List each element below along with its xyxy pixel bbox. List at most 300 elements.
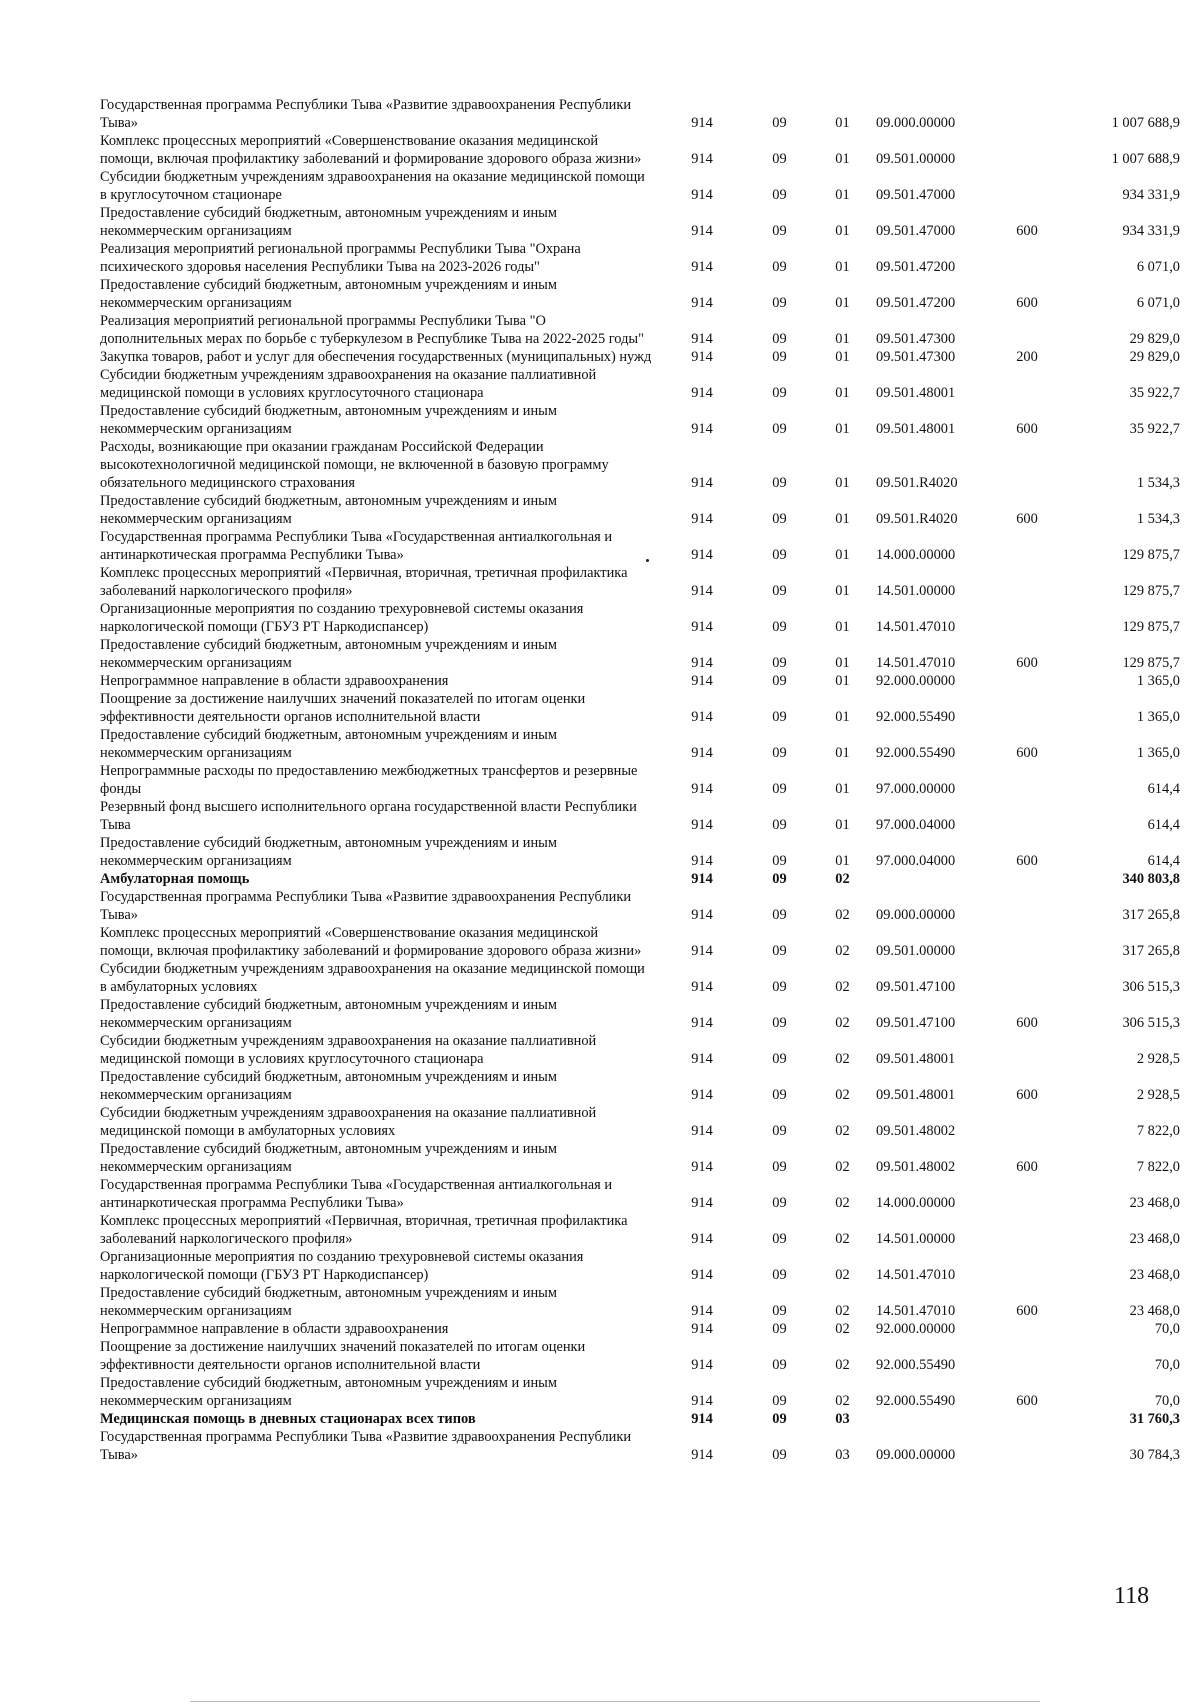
- row-subsection-code: 02: [835, 1051, 850, 1067]
- row-grbs-code: 914: [691, 187, 713, 203]
- row-subsection-code: 02: [835, 1159, 850, 1175]
- row-expense-type-code: [994, 96, 1060, 132]
- row-section-code: 09: [772, 295, 787, 311]
- row-grbs-code: 914: [691, 871, 713, 887]
- table-section-row: [100, 870, 1180, 888]
- row-expense-type-code: 600: [1016, 1159, 1038, 1175]
- row-amount: 1 365,0: [1136, 673, 1180, 689]
- table-row: [100, 204, 1180, 240]
- table-row: [100, 1284, 1180, 1320]
- row-target-code: 09.501.47200: [876, 259, 956, 275]
- table-row: [100, 1176, 1180, 1212]
- row-section-code: 09: [772, 709, 787, 725]
- table-row: [100, 762, 1180, 798]
- row-subsection-code: 02: [835, 1267, 850, 1283]
- row-amount: 129 875,7: [1122, 619, 1180, 635]
- row-target-code: 09.501.47100: [876, 979, 956, 995]
- row-target-code: 14.501.47010: [876, 1267, 956, 1283]
- row-section-code: 09: [772, 745, 787, 761]
- row-subsection-code: 03: [835, 1411, 850, 1427]
- row-subsection-code: 02: [835, 943, 850, 959]
- row-name: Государственная программа Республики Тыва «Государственная антиалкогольная и антинаркотическая программа Республики Тыва»: [100, 529, 613, 563]
- budget-table-body: [100, 96, 1180, 1464]
- row-section-code: 09: [772, 151, 787, 167]
- row-expense-type-code: [994, 1212, 1060, 1248]
- row-name: Комплекс процессных мероприятий «Первичная, вторичная, третичная профилактика заболеваний наркологического профиля»: [100, 565, 628, 599]
- row-subsection-code: 01: [835, 187, 850, 203]
- row-target-code: 09.501.48001: [876, 385, 956, 401]
- row-section-code: 09: [772, 259, 787, 275]
- row-target-code: 09.501.48001: [876, 1087, 956, 1103]
- row-grbs-code: 914: [691, 1411, 713, 1427]
- scan-speck: [646, 559, 649, 562]
- table-row: [100, 240, 1180, 276]
- row-grbs-code: 914: [691, 979, 713, 995]
- table-row: [100, 924, 1180, 960]
- row-amount: 2 928,5: [1136, 1051, 1180, 1067]
- row-section-code: 09: [772, 1015, 787, 1031]
- row-expense-type-code: [994, 1338, 1060, 1374]
- row-grbs-code: 914: [691, 547, 713, 563]
- table-row: [100, 672, 1180, 690]
- row-grbs-code: 914: [691, 1159, 713, 1175]
- row-amount: 31 760,3: [1129, 1411, 1180, 1427]
- row-subsection-code: 02: [835, 1231, 850, 1247]
- row-name: Предоставление субсидий бюджетным, автономным учреждениям и иным некоммерческим организациям: [100, 493, 557, 527]
- row-amount: 1 007 688,9: [1111, 115, 1180, 131]
- row-subsection-code: 01: [835, 223, 850, 239]
- row-section-code: 09: [772, 331, 787, 347]
- row-section-code: 09: [772, 1267, 787, 1283]
- row-expense-type-code: 600: [1016, 1393, 1038, 1409]
- row-amount: 23 468,0: [1129, 1195, 1180, 1211]
- row-amount: 934 331,9: [1122, 223, 1180, 239]
- row-amount: 35 922,7: [1129, 421, 1180, 437]
- row-grbs-code: 914: [691, 745, 713, 761]
- row-target-code: [874, 1410, 994, 1428]
- table-row: [100, 366, 1180, 402]
- row-subsection-code: 01: [835, 475, 850, 491]
- table-row: [100, 960, 1180, 996]
- row-section-code: 09: [772, 817, 787, 833]
- row-expense-type-code: [994, 1248, 1060, 1284]
- row-section-code: 09: [772, 853, 787, 869]
- row-target-code: 09.501.R4020: [876, 475, 958, 491]
- row-name: Государственная программа Республики Тыва «Развитие здравоохранения Республики Тыва»: [100, 97, 632, 131]
- row-target-code: 09.501.47300: [876, 331, 956, 347]
- row-target-code: 09.000.00000: [876, 907, 956, 923]
- row-target-code: 09.501.00000: [876, 943, 956, 959]
- table-row: [100, 726, 1180, 762]
- row-section-code: 09: [772, 655, 787, 671]
- row-target-code: 14.501.47010: [876, 655, 956, 671]
- row-amount: 6 071,0: [1136, 295, 1180, 311]
- row-expense-type-code: 600: [1016, 421, 1038, 437]
- row-grbs-code: 914: [691, 1267, 713, 1283]
- row-subsection-code: 01: [835, 259, 850, 275]
- row-subsection-code: 02: [835, 1087, 850, 1103]
- row-expense-type-code: [994, 312, 1060, 348]
- row-expense-type-code: [994, 564, 1060, 600]
- row-name: Субсидии бюджетным учреждениям здравоохранения на оказание паллиативной медицинской помощи в условиях круглосуточного стационара: [100, 1033, 597, 1067]
- table-row: [100, 492, 1180, 528]
- row-name: Резервный фонд высшего исполнительного органа государственной власти Республики Тыва: [100, 799, 637, 833]
- row-amount: 934 331,9: [1122, 187, 1180, 203]
- row-target-code: 97.000.04000: [876, 853, 956, 869]
- row-section-code: 09: [772, 385, 787, 401]
- row-target-code: 92.000.55490: [876, 1357, 956, 1373]
- row-target-code: 92.000.00000: [876, 1321, 956, 1337]
- row-section-code: 09: [772, 673, 787, 689]
- row-section-code: 09: [772, 1393, 787, 1409]
- table-row: [100, 1248, 1180, 1284]
- row-expense-type-code: 600: [1016, 511, 1038, 527]
- row-amount: 129 875,7: [1122, 583, 1180, 599]
- row-amount: 1 365,0: [1136, 745, 1180, 761]
- row-expense-type-code: 600: [1016, 655, 1038, 671]
- row-section-code: 09: [772, 223, 787, 239]
- row-amount: 614,4: [1147, 817, 1180, 833]
- row-target-code: 09.501.48002: [876, 1123, 956, 1139]
- row-expense-type-code: [994, 1104, 1060, 1140]
- row-name: Медицинская помощь в дневных стационарах всех типов: [100, 1411, 476, 1427]
- row-grbs-code: 914: [691, 817, 713, 833]
- row-expense-type-code: [994, 1428, 1060, 1464]
- row-subsection-code: 01: [835, 349, 850, 365]
- row-subsection-code: 01: [835, 421, 850, 437]
- row-target-code: 09.501.00000: [876, 151, 956, 167]
- row-amount: 1 534,3: [1136, 511, 1180, 527]
- row-name: Предоставление субсидий бюджетным, автономным учреждениям и иным некоммерческим организациям: [100, 403, 557, 437]
- row-name: Поощрение за достижение наилучших значений показателей по итогам оценки эффективности деятельности органов исполнительной власти: [100, 1339, 586, 1373]
- row-expense-type-code: [994, 438, 1060, 492]
- row-expense-type-code: 600: [1016, 745, 1038, 761]
- table-row: [100, 96, 1180, 132]
- row-target-code: 09.000.00000: [876, 115, 956, 131]
- row-section-code: 09: [772, 619, 787, 635]
- row-subsection-code: 01: [835, 781, 850, 797]
- row-grbs-code: 914: [691, 1357, 713, 1373]
- row-name: Организационные мероприятия по созданию трехуровневой системы оказания наркологической помощи (ГБУЗ РТ Наркодиспансер): [100, 601, 584, 635]
- row-target-code: 14.000.00000: [876, 547, 956, 563]
- table-row: [100, 888, 1180, 924]
- row-section-code: 09: [772, 421, 787, 437]
- row-amount: 306 515,3: [1122, 1015, 1180, 1031]
- row-name: Комплекс процессных мероприятий «Совершенствование оказания медицинской помощи, включая профилактику заболеваний и формирование здорового образа жизни»: [100, 925, 642, 959]
- table-row: [100, 348, 1180, 366]
- row-amount: 70,0: [1154, 1357, 1180, 1373]
- row-grbs-code: 914: [691, 619, 713, 635]
- row-name: Предоставление субсидий бюджетным, автономным учреждениям и иным некоммерческим организациям: [100, 835, 557, 869]
- table-row: [100, 1140, 1180, 1176]
- row-amount: 306 515,3: [1122, 979, 1180, 995]
- table-row: [100, 402, 1180, 438]
- row-amount: 23 468,0: [1129, 1267, 1180, 1283]
- row-section-code: 09: [772, 583, 787, 599]
- row-name: Закупка товаров, работ и услуг для обеспечения государственных (муниципальных) нужд: [100, 349, 652, 365]
- row-grbs-code: 914: [691, 1447, 713, 1463]
- row-section-code: 09: [772, 1303, 787, 1319]
- row-section-code: 09: [772, 511, 787, 527]
- row-name: Реализация мероприятий региональной программы Республики Тыва "О дополнительных мерах по борьбе с туберкулезом в Республике Тыва на 2022-2025 годы": [100, 313, 644, 347]
- row-section-code: 09: [772, 547, 787, 563]
- row-amount: 1 534,3: [1136, 475, 1180, 491]
- row-target-code: [874, 870, 994, 888]
- row-expense-type-code: 600: [1016, 295, 1038, 311]
- row-name: Предоставление субсидий бюджетным, автономным учреждениям и иным некоммерческим организациям: [100, 1069, 557, 1103]
- row-expense-type-code: [994, 924, 1060, 960]
- row-name: Непрограммное направление в области здравоохранения: [100, 1321, 449, 1337]
- row-grbs-code: 914: [691, 511, 713, 527]
- row-target-code: 09.501.48001: [876, 421, 956, 437]
- row-target-code: 09.000.00000: [876, 1447, 956, 1463]
- table-row: [100, 798, 1180, 834]
- row-subsection-code: 01: [835, 295, 850, 311]
- row-grbs-code: 914: [691, 1015, 713, 1031]
- table-row: [100, 636, 1180, 672]
- row-amount: 6 071,0: [1136, 259, 1180, 275]
- row-subsection-code: 01: [835, 331, 850, 347]
- row-amount: 70,0: [1154, 1321, 1180, 1337]
- row-grbs-code: 914: [691, 583, 713, 599]
- table-row: [100, 1104, 1180, 1140]
- row-subsection-code: 01: [835, 583, 850, 599]
- row-subsection-code: 02: [835, 1303, 850, 1319]
- row-grbs-code: 914: [691, 1303, 713, 1319]
- row-expense-type-code: [994, 762, 1060, 798]
- row-grbs-code: 914: [691, 223, 713, 239]
- row-section-code: 09: [772, 1447, 787, 1463]
- row-amount: 129 875,7: [1122, 655, 1180, 671]
- row-section-code: 09: [772, 1087, 787, 1103]
- row-grbs-code: 914: [691, 673, 713, 689]
- row-section-code: 09: [772, 1357, 787, 1373]
- row-expense-type-code: [994, 1410, 1060, 1428]
- row-expense-type-code: [994, 168, 1060, 204]
- row-expense-type-code: 600: [1016, 223, 1038, 239]
- row-grbs-code: 914: [691, 709, 713, 725]
- row-subsection-code: 01: [835, 511, 850, 527]
- row-expense-type-code: [994, 132, 1060, 168]
- row-section-code: 09: [772, 907, 787, 923]
- row-section-code: 09: [772, 115, 787, 131]
- row-expense-type-code: [994, 888, 1060, 924]
- row-target-code: 09.501.47200: [876, 295, 956, 311]
- row-expense-type-code: [994, 240, 1060, 276]
- row-name: Государственная программа Республики Тыва «Развитие здравоохранения Республики Тыва»: [100, 1429, 632, 1463]
- row-amount: 614,4: [1147, 781, 1180, 797]
- row-name: Предоставление субсидий бюджетным, автономным учреждениям и иным некоммерческим организациям: [100, 637, 557, 671]
- row-section-code: 09: [772, 1231, 787, 1247]
- row-name: Предоставление субсидий бюджетным, автономным учреждениям и иным некоммерческим организациям: [100, 277, 557, 311]
- row-target-code: 14.501.47010: [876, 619, 956, 635]
- row-expense-type-code: [994, 1320, 1060, 1338]
- row-name: Амбулаторная помощь: [100, 871, 250, 887]
- row-amount: 35 922,7: [1129, 385, 1180, 401]
- row-section-code: 09: [772, 187, 787, 203]
- row-grbs-code: 914: [691, 853, 713, 869]
- row-name: Непрограммное направление в области здравоохранения: [100, 673, 449, 689]
- row-amount: 1 007 688,9: [1111, 151, 1180, 167]
- row-subsection-code: 01: [835, 709, 850, 725]
- table-section-row: [100, 1410, 1180, 1428]
- table-row: [100, 276, 1180, 312]
- row-section-code: 09: [772, 475, 787, 491]
- row-grbs-code: 914: [691, 1051, 713, 1067]
- row-name: Субсидии бюджетным учреждениям здравоохранения на оказание медицинской помощи в амбулаторных условиях: [100, 961, 645, 995]
- scan-edge-line: [190, 1701, 1040, 1702]
- row-expense-type-code: [994, 870, 1060, 888]
- row-grbs-code: 914: [691, 943, 713, 959]
- row-subsection-code: 01: [835, 655, 850, 671]
- row-grbs-code: 914: [691, 1393, 713, 1409]
- row-amount: 2 928,5: [1136, 1087, 1180, 1103]
- table-row: [100, 528, 1180, 564]
- row-subsection-code: 01: [835, 385, 850, 401]
- row-amount: 23 468,0: [1129, 1303, 1180, 1319]
- row-section-code: 09: [772, 1051, 787, 1067]
- row-target-code: 92.000.55490: [876, 709, 956, 725]
- row-section-code: 09: [772, 1159, 787, 1175]
- row-subsection-code: 02: [835, 979, 850, 995]
- row-name: Предоставление субсидий бюджетным, автономным учреждениям и иным некоммерческим организациям: [100, 997, 557, 1031]
- row-expense-type-code: [994, 798, 1060, 834]
- row-amount: 614,4: [1147, 853, 1180, 869]
- row-subsection-code: 02: [835, 1123, 850, 1139]
- row-expense-type-code: [994, 1176, 1060, 1212]
- row-name: Государственная программа Республики Тыва «Государственная антиалкогольная и антинаркотическая программа Республики Тыва»: [100, 1177, 613, 1211]
- row-section-code: 09: [772, 1195, 787, 1211]
- row-amount: 70,0: [1154, 1393, 1180, 1409]
- table-row: [100, 438, 1180, 492]
- row-grbs-code: 914: [691, 115, 713, 131]
- row-expense-type-code: [994, 1032, 1060, 1068]
- row-subsection-code: 01: [835, 619, 850, 635]
- row-subsection-code: 01: [835, 547, 850, 563]
- row-expense-type-code: [994, 528, 1060, 564]
- table-row: [100, 1068, 1180, 1104]
- row-target-code: 97.000.04000: [876, 817, 956, 833]
- row-target-code: 09.501.48002: [876, 1159, 956, 1175]
- row-grbs-code: 914: [691, 151, 713, 167]
- table-row: [100, 312, 1180, 348]
- row-target-code: 09.501.47100: [876, 1015, 956, 1031]
- row-amount: 7 822,0: [1136, 1159, 1180, 1175]
- table-row: [100, 996, 1180, 1032]
- row-expense-type-code: 600: [1016, 1303, 1038, 1319]
- row-target-code: 92.000.55490: [876, 745, 956, 761]
- row-grbs-code: 914: [691, 385, 713, 401]
- row-grbs-code: 914: [691, 349, 713, 365]
- table-row: [100, 132, 1180, 168]
- row-grbs-code: 914: [691, 1123, 713, 1139]
- row-subsection-code: 02: [835, 1321, 850, 1337]
- budget-table: [100, 96, 1180, 1464]
- row-target-code: 97.000.00000: [876, 781, 956, 797]
- row-name: Субсидии бюджетным учреждениям здравоохранения на оказание паллиативной медицинской помощи в условиях круглосуточного стационара: [100, 367, 597, 401]
- row-expense-type-code: 600: [1016, 853, 1038, 869]
- row-expense-type-code: 600: [1016, 1087, 1038, 1103]
- table-row: [100, 834, 1180, 870]
- row-grbs-code: 914: [691, 655, 713, 671]
- row-expense-type-code: 200: [1016, 349, 1038, 365]
- row-subsection-code: 02: [835, 1357, 850, 1373]
- table-row: [100, 1428, 1180, 1464]
- row-expense-type-code: [994, 960, 1060, 996]
- row-name: Предоставление субсидий бюджетным, автономным учреждениям и иным некоммерческим организациям: [100, 1285, 557, 1319]
- table-row: [100, 1212, 1180, 1248]
- row-section-code: 09: [772, 871, 787, 887]
- row-target-code: 09.501.48001: [876, 1051, 956, 1067]
- row-target-code: 92.000.00000: [876, 673, 956, 689]
- row-expense-type-code: [994, 672, 1060, 690]
- row-target-code: 14.501.47010: [876, 1303, 956, 1319]
- row-amount: 317 265,8: [1122, 907, 1180, 923]
- row-subsection-code: 02: [835, 1393, 850, 1409]
- row-name: Субсидии бюджетным учреждениям здравоохранения на оказание медицинской помощи в круглосуточном стационаре: [100, 169, 645, 203]
- row-expense-type-code: 600: [1016, 1015, 1038, 1031]
- row-target-code: 92.000.55490: [876, 1393, 956, 1409]
- row-name: Предоставление субсидий бюджетным, автономным учреждениям и иным некоммерческим организациям: [100, 727, 557, 761]
- row-amount: 29 829,0: [1129, 349, 1180, 365]
- row-section-code: 09: [772, 1321, 787, 1337]
- row-grbs-code: 914: [691, 295, 713, 311]
- row-amount: 23 468,0: [1129, 1231, 1180, 1247]
- row-expense-type-code: [994, 600, 1060, 636]
- row-grbs-code: 914: [691, 1195, 713, 1211]
- row-name: Расходы, возникающие при оказании гражданам Российской Федерации высокотехнологичной медицинской помощи, не включенной в базовую программу обязательного медицинского страхования: [100, 439, 609, 491]
- row-section-code: 09: [772, 781, 787, 797]
- row-target-code: 14.501.00000: [876, 583, 956, 599]
- table-row: [100, 600, 1180, 636]
- page-number: 118: [1114, 1583, 1150, 1609]
- row-section-code: 09: [772, 1411, 787, 1427]
- row-grbs-code: 914: [691, 1321, 713, 1337]
- row-grbs-code: 914: [691, 475, 713, 491]
- row-amount: 29 829,0: [1129, 331, 1180, 347]
- row-amount: 129 875,7: [1122, 547, 1180, 563]
- row-grbs-code: 914: [691, 1087, 713, 1103]
- row-subsection-code: 01: [835, 745, 850, 761]
- row-subsection-code: 03: [835, 1447, 850, 1463]
- row-name: Субсидии бюджетным учреждениям здравоохранения на оказание паллиативной медицинской помощи в амбулаторных условиях: [100, 1105, 597, 1139]
- row-expense-type-code: [994, 690, 1060, 726]
- row-section-code: 09: [772, 943, 787, 959]
- table-row: [100, 1032, 1180, 1068]
- table-row: [100, 564, 1180, 600]
- row-section-code: 09: [772, 1123, 787, 1139]
- row-name: Непрограммные расходы по предоставлению межбюджетных трансфертов и резервные фонды: [100, 763, 638, 797]
- row-grbs-code: 914: [691, 421, 713, 437]
- table-row: [100, 1338, 1180, 1374]
- row-target-code: 09.501.47300: [876, 349, 956, 365]
- row-subsection-code: 01: [835, 151, 850, 167]
- row-subsection-code: 02: [835, 907, 850, 923]
- row-subsection-code: 02: [835, 871, 850, 887]
- row-amount: 340 803,8: [1122, 871, 1180, 887]
- row-name: Организационные мероприятия по созданию трехуровневой системы оказания наркологической помощи (ГБУЗ РТ Наркодиспансер): [100, 1249, 584, 1283]
- row-grbs-code: 914: [691, 781, 713, 797]
- row-grbs-code: 914: [691, 331, 713, 347]
- row-grbs-code: 914: [691, 907, 713, 923]
- row-name: Предоставление субсидий бюджетным, автономным учреждениям и иным некоммерческим организациям: [100, 1141, 557, 1175]
- row-target-code: 09.501.R4020: [876, 511, 958, 527]
- row-target-code: 09.501.47000: [876, 223, 956, 239]
- row-target-code: 14.501.00000: [876, 1231, 956, 1247]
- row-grbs-code: 914: [691, 1231, 713, 1247]
- row-expense-type-code: [994, 366, 1060, 402]
- row-section-code: 09: [772, 349, 787, 365]
